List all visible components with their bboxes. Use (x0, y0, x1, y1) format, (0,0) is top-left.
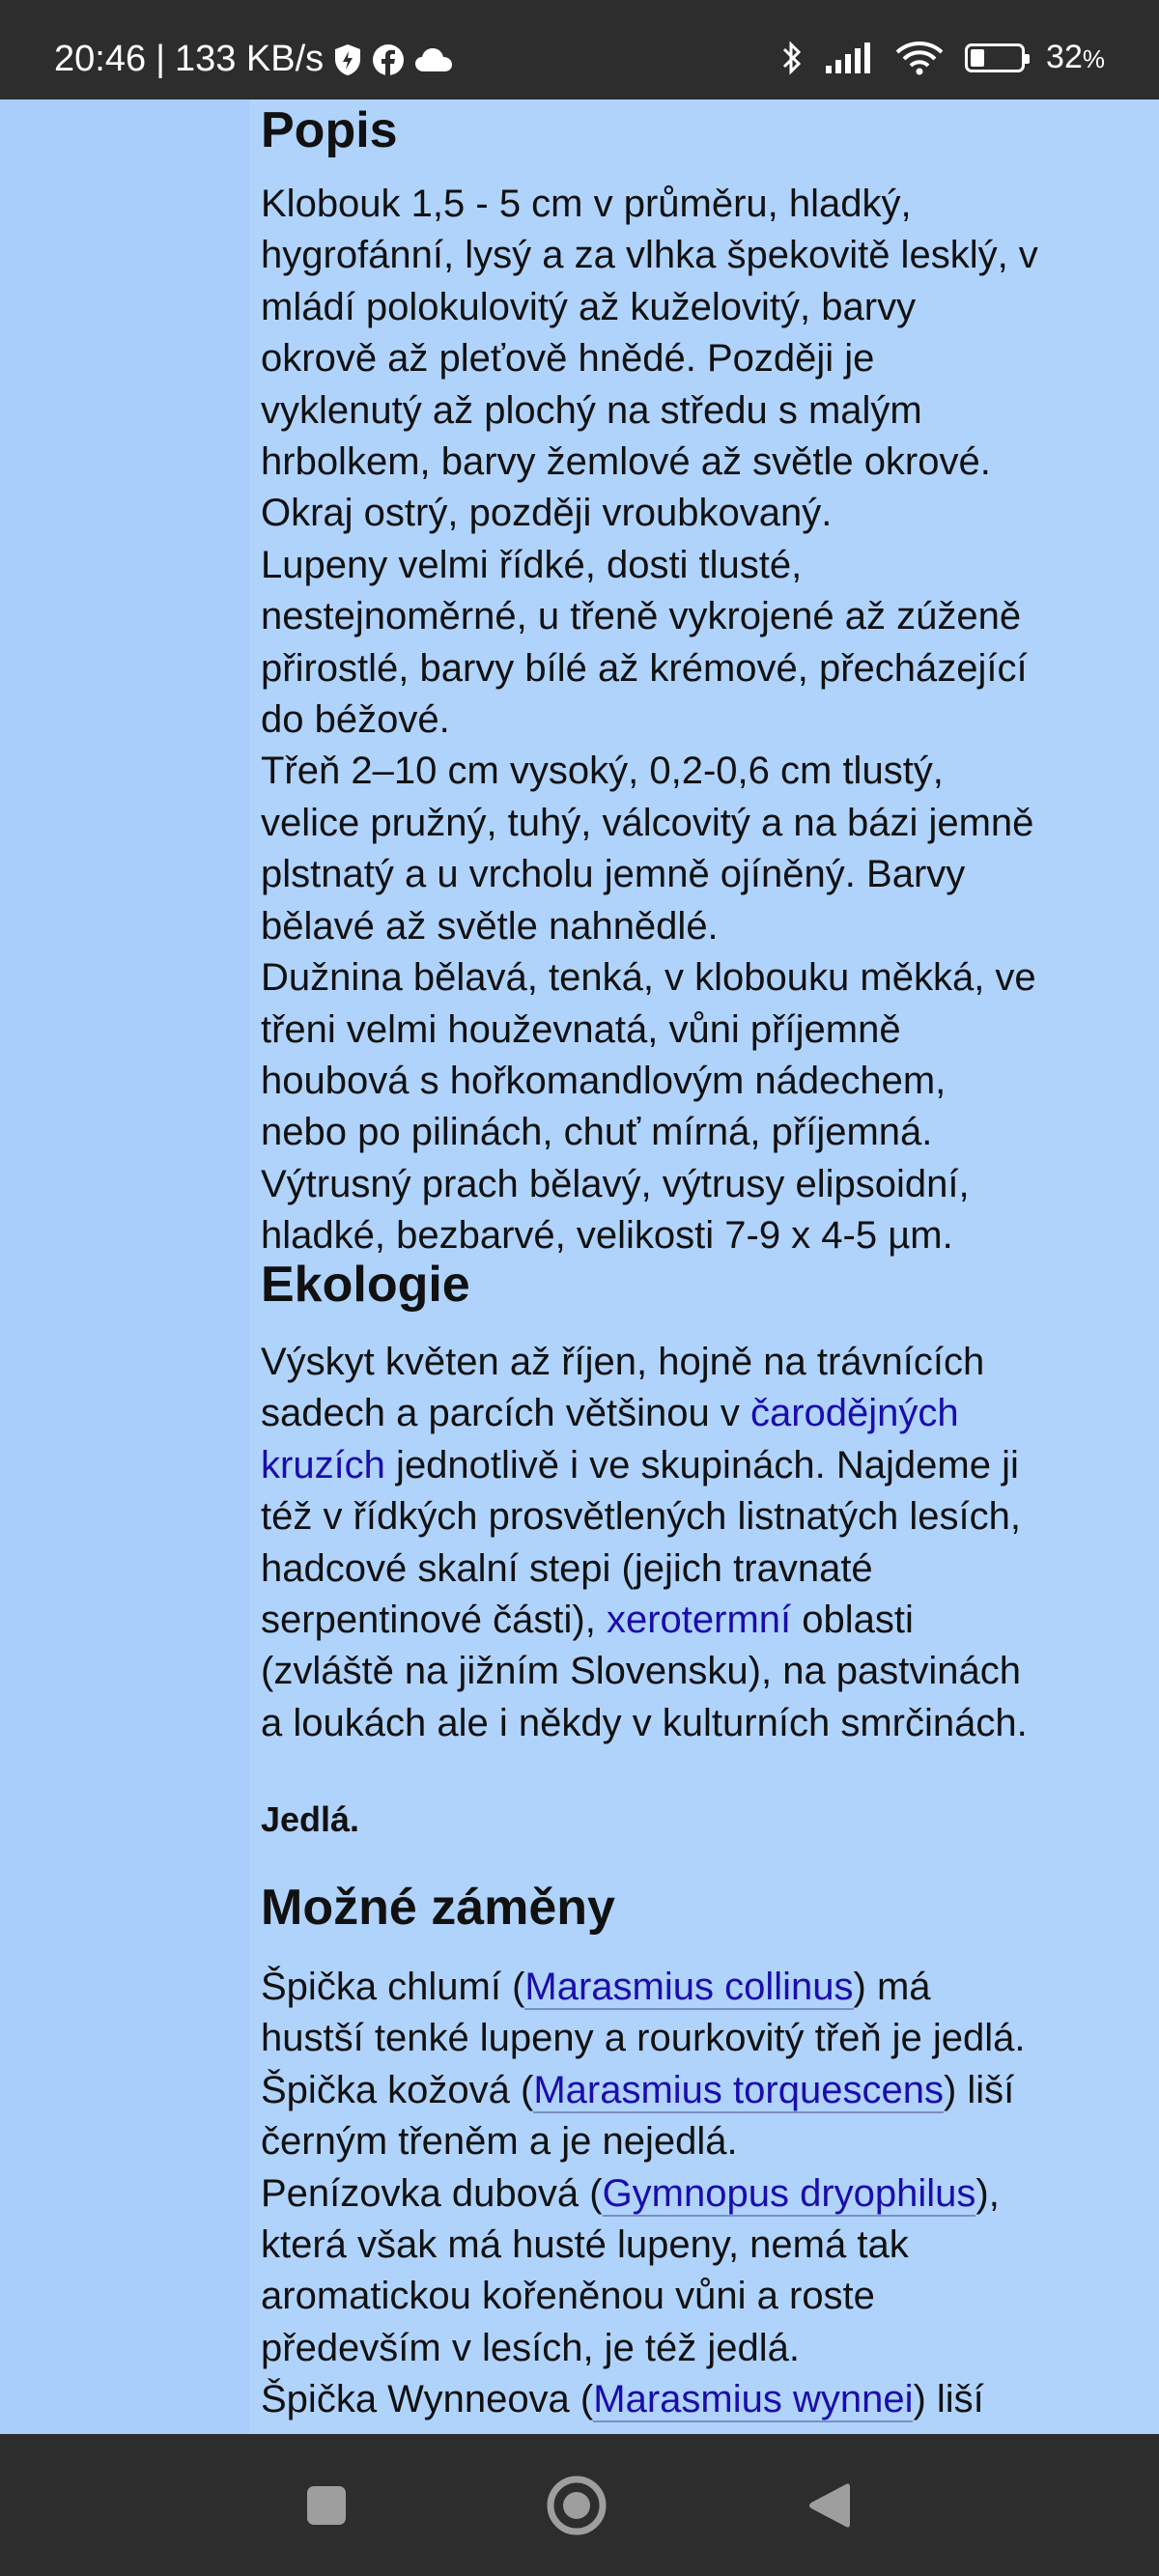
ekologie-line-3 (261, 1440, 1028, 1491)
ekologie-line-6 (261, 1595, 1028, 1646)
zameny-line-1 (261, 1962, 1026, 2013)
popis-line: okrově až pleťově hnědé. Později je (261, 337, 875, 381)
zameny-line-4: černým třeněm a je nejedlá. (261, 2120, 738, 2164)
clock: 20:46 (54, 39, 147, 79)
section-ekologie (261, 1254, 1028, 1749)
ekologie-line-2-text: sadech a parcích většinou v (261, 1392, 750, 1435)
facebook-icon (372, 43, 405, 76)
zameny-line-5-text-b: ), (975, 2171, 1000, 2215)
link-marasmius-torquescens[interactable]: Marasmius torquescens (533, 2068, 944, 2111)
battery-icon (965, 43, 1025, 72)
popis-line: přirostlé, barvy bílé až krémové, přecházející (261, 646, 1028, 690)
popis-line: bělavé až světle nahnědlé. (261, 904, 719, 948)
popis-text (261, 179, 1038, 1262)
zameny-line-9 (261, 2374, 1026, 2425)
link-xerotermni[interactable]: xerotermní (606, 1599, 792, 1642)
popis-line: Výtrusný prach bělavý, výtrusy elipsoidní, (261, 1162, 970, 1205)
battery-suffix: % (1082, 44, 1105, 73)
article-content (249, 99, 1159, 2434)
ekologie-line-2 (261, 1388, 1028, 1439)
link-marasmius-collinus[interactable]: Marasmius collinus (524, 1966, 854, 2008)
popis-line: velice pružný, tuhý, válcovitý a na bázi jemně (261, 801, 1034, 844)
heading-zameny: Možné záměny (261, 1880, 615, 1936)
left-column (0, 99, 249, 2434)
zameny-line-6: která však má husté lupeny, nemá tak (261, 2223, 909, 2267)
popis-line: Dužnina bělavá, tenká, v klobouku měkká, ve (261, 956, 1036, 1000)
network-speed: 133 KB/s (174, 39, 325, 79)
battery-percent: 32 (1046, 39, 1083, 75)
popis-line: hladké, bezbarvé, velikosti 7-9 x 4-5 µm. (261, 1214, 953, 1258)
status-bar (0, 0, 1159, 99)
ekologie-line-6-text-b: oblasti (791, 1599, 914, 1642)
popis-line: Okraj ostrý, později vroubkovaný. (261, 492, 833, 535)
battery-outline (965, 43, 1025, 72)
popis-line: nestejnoměrné, u třeně vykrojené až zúženě (261, 595, 1022, 638)
link-carodejnych-kruzich-2[interactable]: kruzích (261, 1443, 385, 1486)
zameny-line-3 (261, 2065, 1026, 2116)
cloud-icon (414, 46, 453, 73)
zameny-line-1-text-b: ) má (853, 1966, 931, 2008)
vpn-shield-icon (333, 43, 362, 76)
signal-icon (824, 42, 874, 73)
ekologie-line-8: a loukách ale i někdy v kulturních smrčinách. (261, 1701, 1028, 1744)
heading-ekologie: Ekologie (261, 1257, 470, 1313)
ekologie-line-3-text: jednotlivě i ve skupinách. Najdeme ji (384, 1443, 1019, 1486)
navigation-bar (0, 2434, 1159, 2576)
status-left (54, 39, 453, 80)
popis-line: Lupeny velmi řídké, dosti tlusté, (261, 543, 803, 586)
link-gymnopus-dryophilus[interactable]: Gymnopus dryophilus (602, 2171, 976, 2215)
ekologie-line-1: Výskyt květen až říjen, hojně na trávnících (261, 1341, 985, 1383)
popis-line: Klobouk 1,5 - 5 cm v průměru, hladký, (261, 183, 912, 225)
popis-line: mládí polokulovitý až kuželovitý, barvy (261, 285, 917, 328)
zameny-line-8: především v lesích, je též jedlá. (261, 2326, 801, 2369)
edibility-note: Jedlá. (261, 1799, 360, 1839)
popis-line: vyklenutý až plochý na středu s malým (261, 388, 922, 432)
popis-line: Třeň 2–10 cm vysoký, 0,2-0,6 cm tlustý, (261, 750, 944, 793)
zameny-line-9-text-b: ) liší (913, 2378, 984, 2421)
popis-line: houbová s hořkomandlovým nádechem, (261, 1059, 947, 1102)
ekologie-text (261, 1337, 1028, 1749)
zameny-line-5 (261, 2168, 1026, 2220)
section-zameny (261, 1877, 1026, 2477)
ekologie-line-4: též v řídkých prosvětlených listnatých lesích, (261, 1495, 1021, 1539)
article-page (0, 99, 1159, 2434)
zameny-line-5-text-a: Penízovka dubová ( (261, 2171, 603, 2215)
zameny-line-9-text-a: Špička Wynneova ( (261, 2378, 594, 2421)
battery-level (1046, 39, 1105, 76)
status-right (781, 39, 1105, 76)
wifi-icon (895, 41, 944, 75)
popis-line: plstnatý a u vrcholu jemně ojíněný. Barvy (261, 853, 966, 896)
zameny-line-7: aromatickou kořeněnou vůni a roste (261, 2275, 875, 2318)
popis-line: nebo po pilinách, chuť mírná, příjemná. (261, 1111, 933, 1154)
zameny-line-3-text-b: ) liší (943, 2068, 1015, 2111)
ekologie-line-6-text-a: serpentinové části), (261, 1599, 607, 1642)
home-circle-icon[interactable] (544, 2473, 609, 2538)
link-carodejnych-kruzich[interactable]: čarodějných (749, 1392, 959, 1435)
zameny-line-1-text-a: Špička chlumí ( (261, 1966, 525, 2008)
section-popis (261, 99, 1038, 1262)
recents-square-icon[interactable] (301, 2480, 352, 2531)
popis-line: hrbolkem, barvy žemlové až světle okrové. (261, 440, 991, 484)
heading-popis: Popis (261, 102, 398, 158)
zameny-text (261, 1962, 1026, 2477)
bluetooth-icon (781, 40, 803, 76)
popis-line: do béžové. (261, 698, 450, 742)
separator: | (155, 39, 165, 79)
zameny-line-2: hustší tenké lupeny a rourkovitý třeň je jedlá. (261, 2017, 1026, 2060)
ekologie-line-7: (zvláště na jižním Slovensku), na pastvinách (261, 1650, 1022, 1693)
link-marasmius-wynnei[interactable]: Marasmius wynnei (593, 2378, 914, 2421)
popis-line: třeni velmi houževnatá, vůni příjemně (261, 1007, 901, 1051)
zameny-line-3-text-a: Špička kožová ( (261, 2068, 534, 2111)
popis-line: hygrofánní, lysý a za vlhka špekovitě lesklý, v (261, 234, 1038, 277)
back-triangle-icon[interactable] (804, 2480, 854, 2531)
ekologie-line-5: hadcové skalní stepi (jejich travnaté (261, 1546, 873, 1590)
